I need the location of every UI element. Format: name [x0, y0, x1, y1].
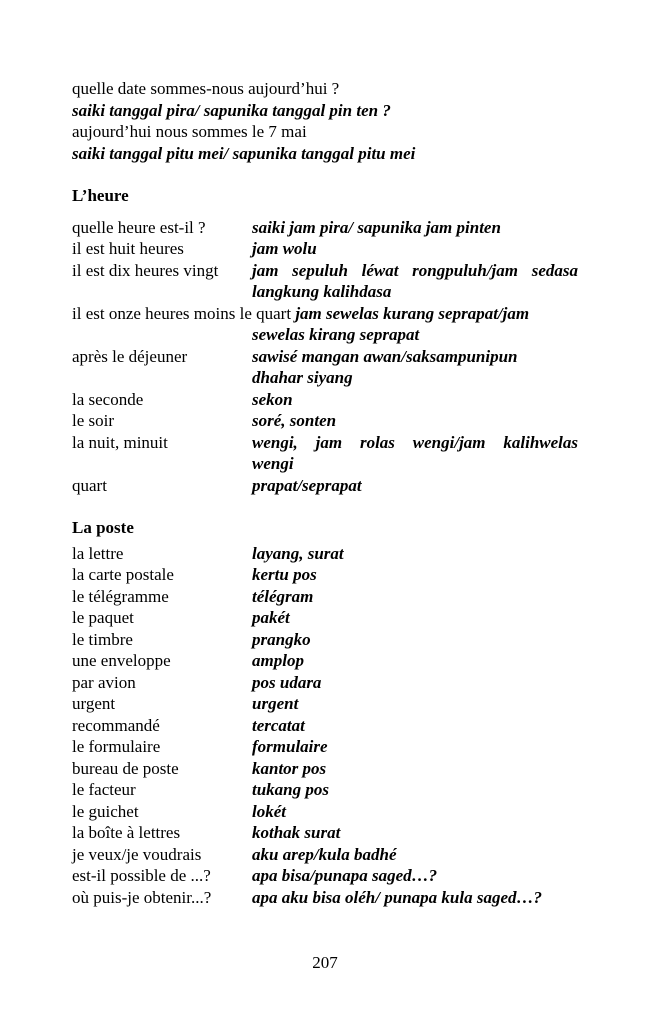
french-term: une enveloppe — [72, 651, 171, 670]
french-term: recommandé — [72, 715, 160, 735]
vocab-row-continuation — [72, 281, 578, 303]
french-term: la carte postale — [72, 565, 174, 584]
javanese-term: kertu pos — [252, 565, 317, 584]
javanese-term: jam sepuluh léwat rongpuluh/jam sedasa — [252, 260, 578, 280]
javanese-term: pos udara — [252, 672, 322, 692]
french-term: où puis-je obtenir...? — [72, 887, 212, 907]
javanese-term: layang, surat — [252, 543, 344, 563]
french-term: urgent — [72, 694, 116, 713]
vocab-row — [72, 693, 578, 715]
intro-answer-jv: saiki tanggal pitu mei/ sapunika tanggal pitu mei — [72, 143, 416, 163]
french-term: le télégramme — [72, 586, 169, 606]
french-term: le paquet — [72, 608, 134, 627]
javanese-term: tukang pos — [252, 780, 329, 799]
vocab-row — [72, 779, 578, 801]
vocab-row — [72, 217, 578, 239]
vocab-row — [72, 410, 578, 432]
vocab-row — [72, 844, 578, 866]
javanese-term: amplop — [252, 651, 304, 670]
french-term: il est huit heures — [72, 239, 184, 258]
javanese-term: jam sewelas kurang seprapat/jam — [295, 303, 530, 323]
french-term: la boîte à lettres — [72, 823, 181, 842]
javanese-term: wengi, jam rolas wengi/jam kalihwelas — [252, 432, 578, 452]
javanese-term: soré, sonten — [252, 411, 337, 430]
french-term: le formulaire — [72, 737, 161, 756]
vocab-row — [72, 607, 578, 629]
javanese-term: saiki jam pira/ sapunika jam pinten — [252, 217, 501, 237]
page-number: 207 — [312, 953, 338, 972]
vocab-row — [72, 650, 578, 672]
vocab-row — [72, 543, 578, 565]
javanese-term-continued: sewelas kirang seprapat — [252, 325, 420, 344]
french-term: quart — [72, 475, 107, 495]
french-term: la nuit, minuit — [72, 432, 168, 452]
vocab-row — [72, 801, 578, 823]
javanese-term: prangko — [252, 629, 311, 649]
french-term: la seconde — [72, 389, 144, 409]
french-term: par avion — [72, 672, 136, 692]
javanese-term: jam wolu — [252, 239, 317, 258]
vocab-row — [72, 822, 578, 844]
vocab-row — [72, 389, 578, 411]
french-term: la lettre — [72, 543, 124, 563]
javanese-term-continued: dhahar siyang — [252, 368, 353, 387]
javanese-term: lokét — [252, 801, 286, 821]
intro-question-fr: quelle date sommes-nous aujourd’hui ? — [72, 79, 340, 98]
javanese-term: prapat/seprapat — [252, 475, 362, 495]
section-heading-poste: La poste — [72, 518, 134, 537]
poste-vocab-list — [72, 543, 578, 909]
french-term: est-il possible de ...? — [72, 866, 211, 885]
french-term: le guichet — [72, 801, 139, 821]
vocab-row-continuation — [72, 324, 578, 346]
french-term: le facteur — [72, 780, 136, 799]
french-term: le soir — [72, 411, 115, 430]
vocab-row — [72, 260, 578, 282]
section-heading-heure: L’heure — [72, 186, 129, 205]
french-term: après le déjeuner — [72, 346, 188, 366]
javanese-term: kothak surat — [252, 823, 341, 842]
javanese-term: apa aku bisa oléh/ punapa kula saged…? — [252, 887, 542, 907]
javanese-term: pakét — [252, 608, 290, 627]
javanese-term: tercatat — [252, 715, 305, 735]
javanese-term-continued: wengi — [252, 454, 294, 473]
page-body — [72, 78, 578, 908]
vocab-row — [72, 564, 578, 586]
javanese-term: aku arep/kula badhé — [252, 844, 397, 864]
vocab-row — [72, 887, 578, 909]
vocab-row — [72, 238, 578, 260]
javanese-term: sawisé mangan awan/saksampunipun — [252, 346, 518, 366]
french-term: le timbre — [72, 629, 133, 649]
vocab-row — [72, 475, 578, 497]
javanese-term: kantor pos — [252, 758, 327, 778]
vocab-row — [72, 758, 578, 780]
intro-question-jv: saiki tanggal pira/ sapunika tanggal pin ten ? — [72, 100, 391, 120]
vocab-row — [72, 346, 578, 368]
french-term: bureau de poste — [72, 758, 179, 778]
javanese-term: apa bisa/punapa saged…? — [252, 866, 438, 885]
intro-answer-fr: aujourd’hui nous sommes le 7 mai — [72, 122, 307, 141]
vocab-row — [72, 672, 578, 694]
vocab-row — [72, 303, 578, 325]
vocab-row — [72, 736, 578, 758]
javanese-term: sekon — [252, 389, 293, 409]
javanese-term: télégram — [252, 586, 314, 606]
french-term: il est onze heures moins le quart — [72, 303, 292, 323]
javanese-term: formulaire — [252, 737, 328, 756]
vocab-row — [72, 629, 578, 651]
french-term: il est dix heures vingt — [72, 260, 219, 280]
javanese-term: urgent — [252, 694, 299, 713]
vocab-row-continuation — [72, 367, 578, 389]
french-term: quelle heure est-il ? — [72, 217, 206, 237]
vocab-row-continuation — [72, 453, 578, 475]
french-term: je veux/je voudrais — [72, 844, 202, 864]
vocab-row — [72, 865, 578, 887]
javanese-term-continued: langkung kalihdasa — [252, 282, 392, 301]
vocab-row — [72, 715, 578, 737]
vocab-row — [72, 586, 578, 608]
vocab-row — [72, 432, 578, 454]
